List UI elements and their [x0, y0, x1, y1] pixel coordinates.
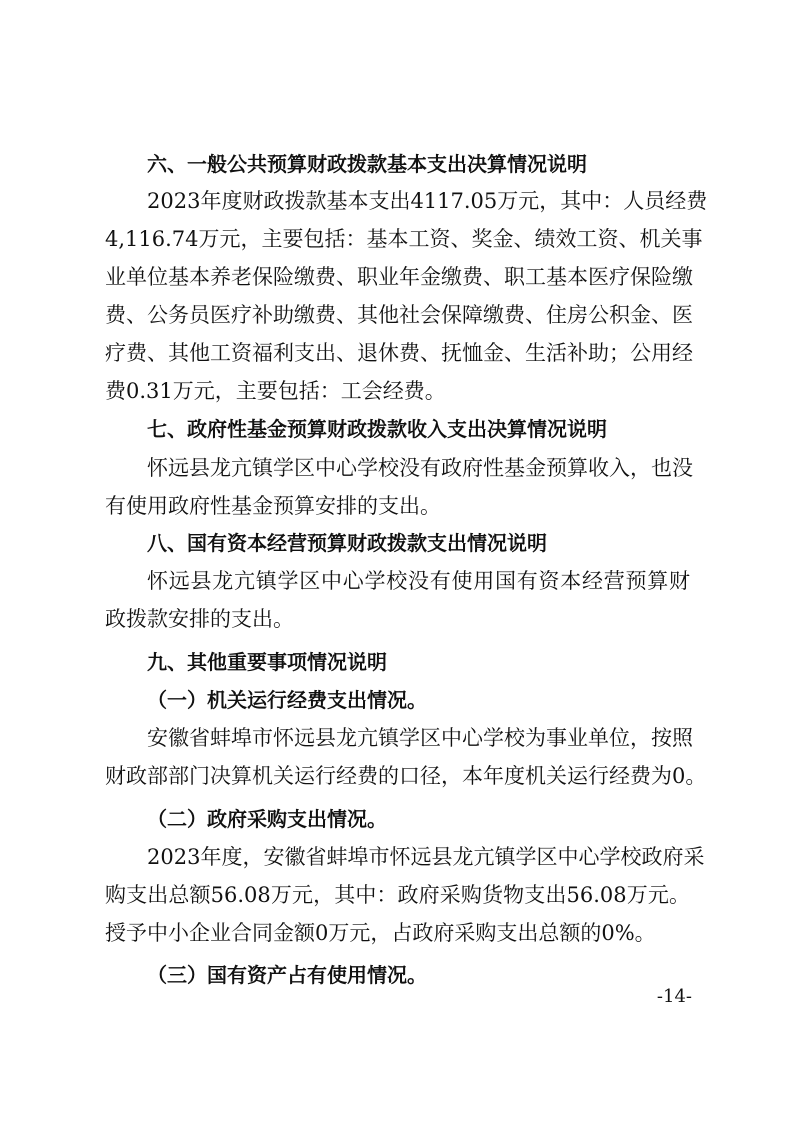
section-8-line-1: 怀远县龙亢镇学区中心学校没有使用国有资本经营预算财: [147, 569, 690, 593]
section-9-sub1-line-1: 安徽省蚌埠市怀远县龙亢镇学区中心学校为事业单位，按照: [147, 726, 693, 750]
section-9-sub2-line-1: 2023年度，安徽省蚌埠市怀远县龙亢镇学区中心学校政府采: [147, 845, 705, 869]
section-6-line-2: 4,116.74万元，主要包括：基本工资、奖金、绩效工资、机关事: [105, 227, 703, 251]
page-number: -14-: [656, 986, 692, 1007]
section-6-line-5: 疗费、其他工资福利支出、退休费、抚恤金、生活补助；公用经: [105, 341, 693, 365]
section-6-line-3: 业单位基本养老保险缴费、职业年金缴费、职工基本医疗保险缴: [105, 265, 693, 289]
section-9-sub2-line-2: 购支出总额56.08万元，其中：政府采购货物支出56.08万元。: [105, 883, 690, 907]
section-6-line-4: 费、公务员医疗补助缴费、其他社会保障缴费、住房公积金、医: [105, 303, 693, 327]
section-8-line-2: 政拨款安排的支出。: [105, 607, 294, 631]
section-7-heading: 七、政府性基金预算财政拨款收入支出决算情况说明: [147, 417, 607, 441]
section-8-heading: 八、国有资本经营预算财政拨款支出情况说明: [147, 531, 547, 555]
section-9-sub2-line-3: 授予中小企业合同金额0万元，占政府采购支出总额的0%。: [105, 921, 656, 945]
section-6-heading: 六、一般公共预算财政拨款基本支出决算情况说明: [147, 152, 587, 176]
section-6-line-6: 费0.31万元，主要包括：工会经费。: [105, 379, 446, 403]
section-9-sub1-line-2: 财政部部门决算机关运行经费的口径，本年度机关运行经费为0。: [105, 764, 707, 788]
section-9-heading: 九、其他重要事项情况说明: [147, 650, 387, 674]
section-7-line-2: 有使用政府性基金预算安排的支出。: [105, 494, 441, 518]
section-7-line-1: 怀远县龙亢镇学区中心学校没有政府性基金预算收入，也没: [147, 456, 693, 480]
section-9-sub1-heading: （一）机关运行经费支出情况。: [147, 688, 427, 712]
section-9-sub3-heading: （三）国有资产占有使用情况。: [147, 963, 427, 987]
section-9-sub2-heading: （二）政府采购支出情况。: [147, 807, 387, 831]
section-6-line-1: 2023年度财政拨款基本支出4117.05万元，其中：人员经费: [147, 189, 708, 213]
